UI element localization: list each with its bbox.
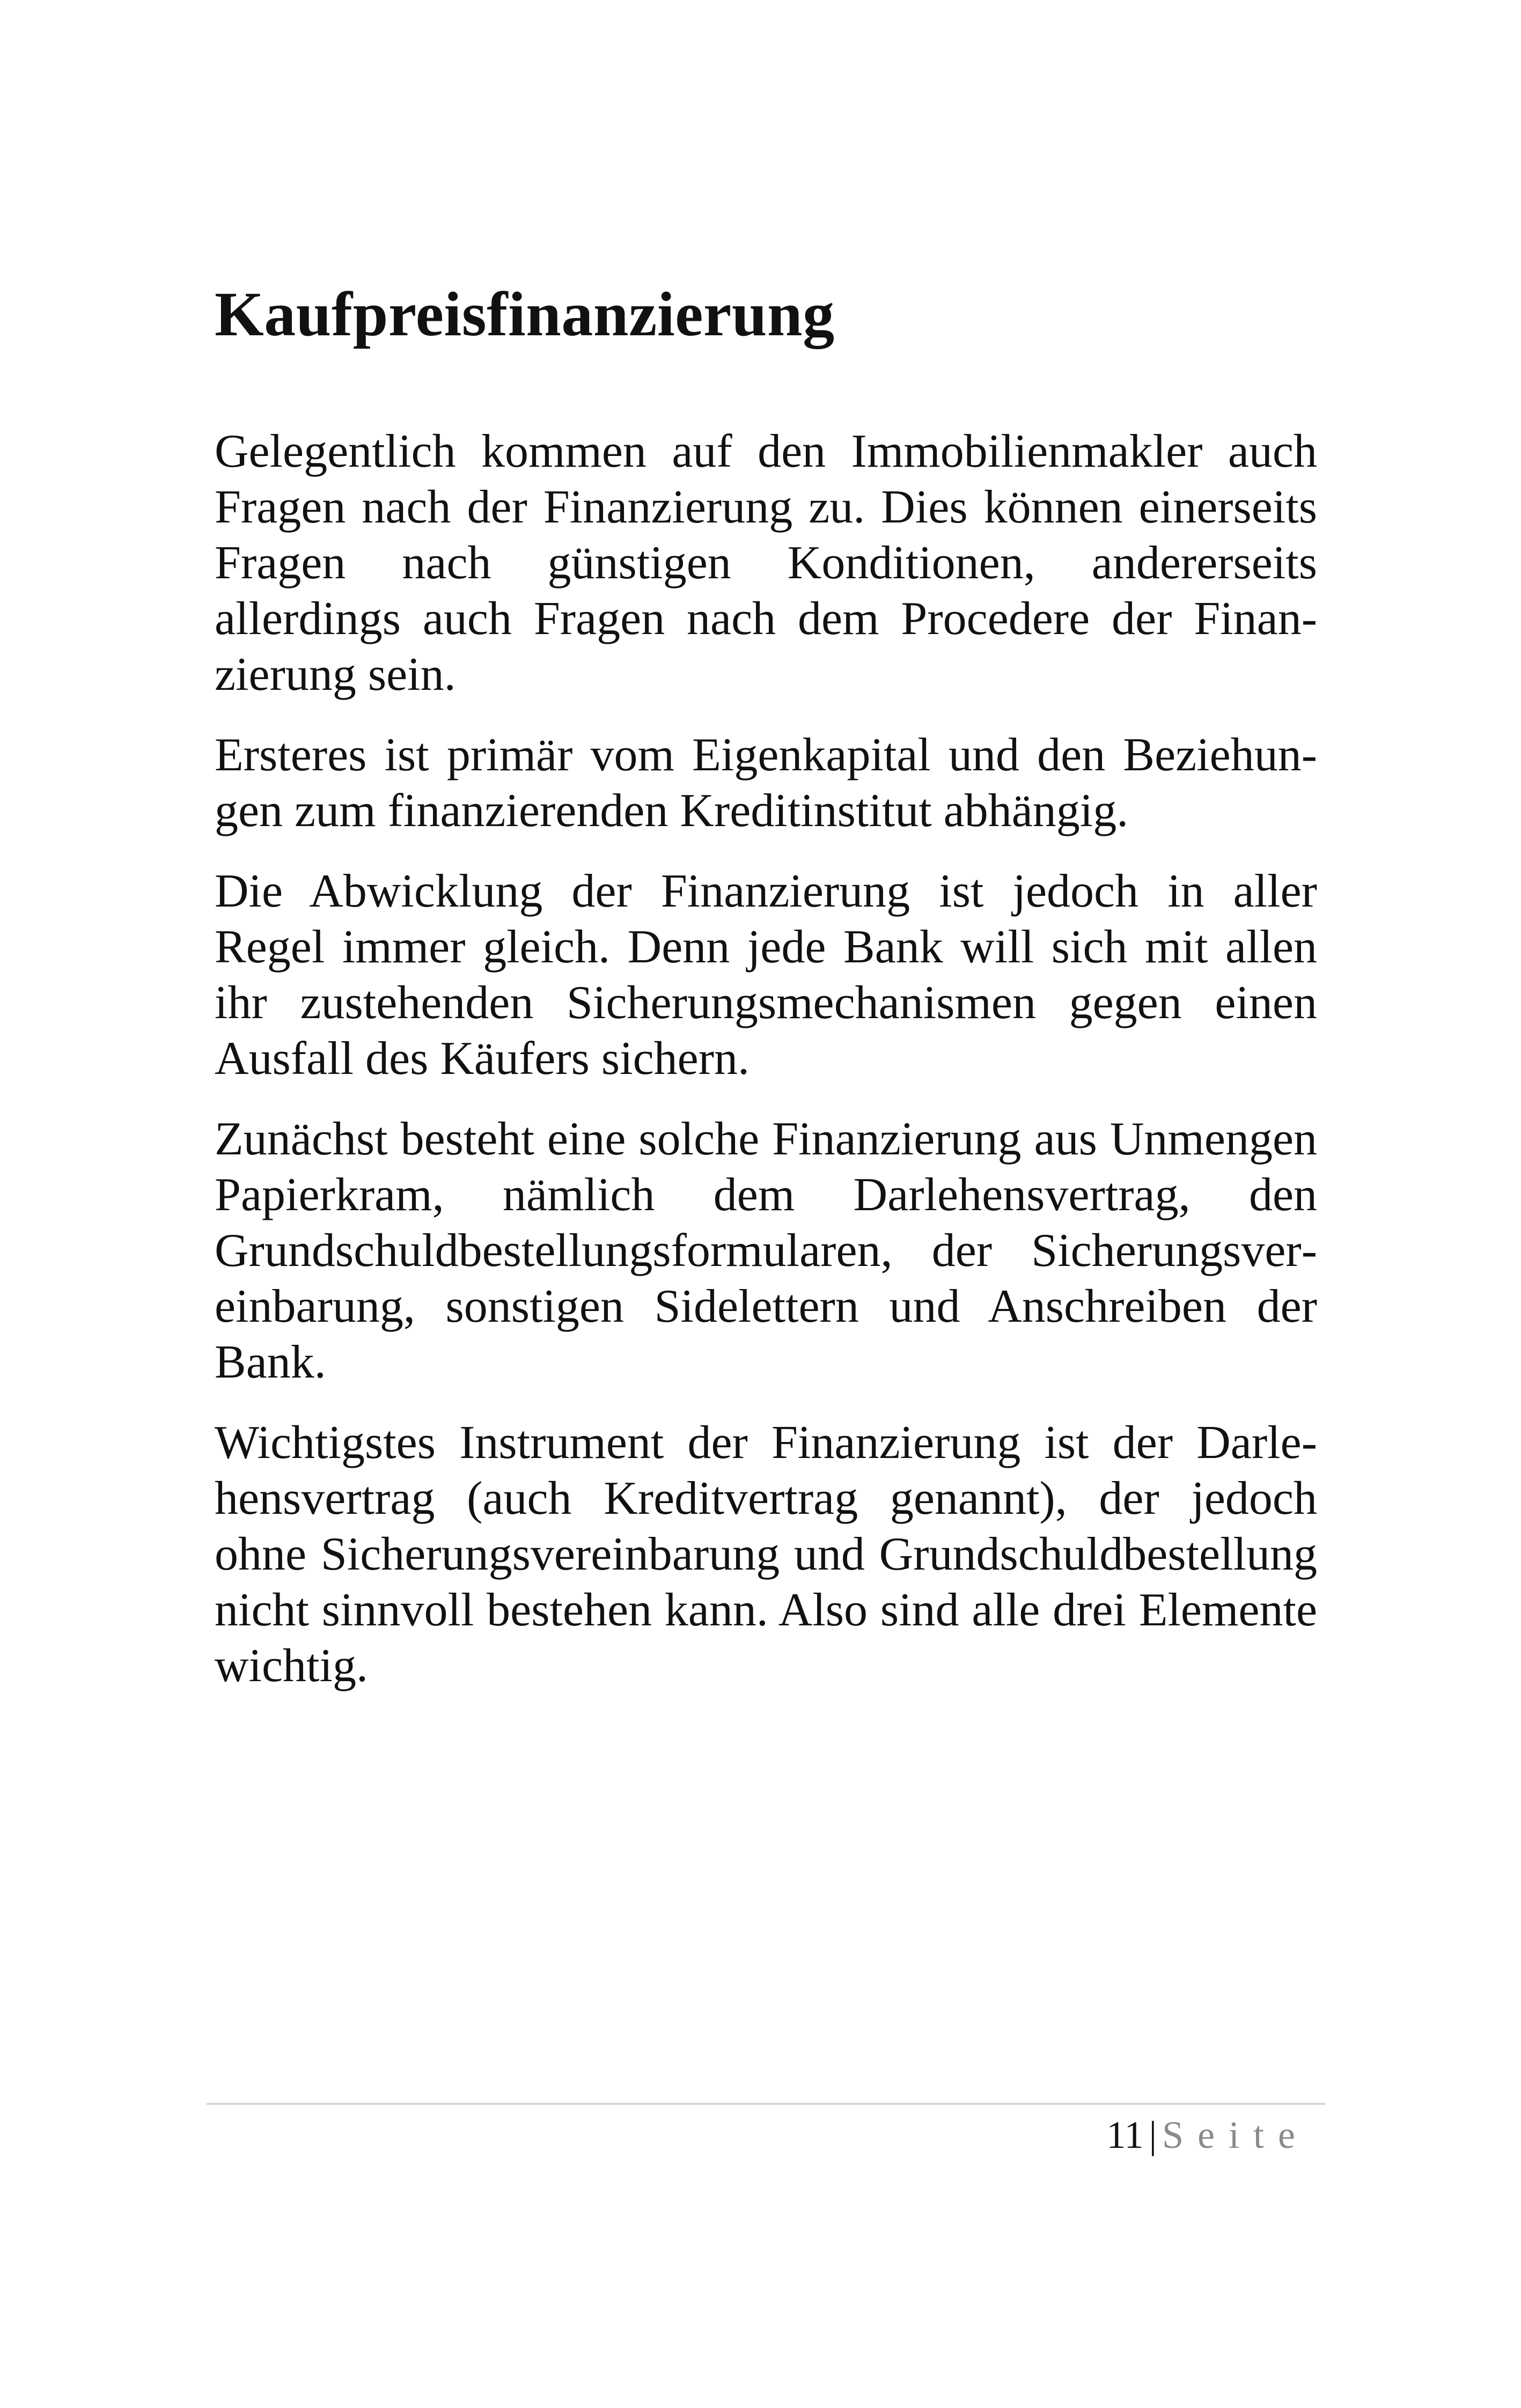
paragraph-2: Ersteres ist primär vom Eigenkapital und den Beziehungen zum finanzierenden Kreditinstitut abhängig. bbox=[215, 729, 1317, 837]
page-title: Kaufpreisfinanzierung bbox=[215, 279, 835, 349]
paragraph-1: Gelegentlich kommen auf den Immobilienmakler auch Fragen nach der Finanzierung zu. Dies können einerseits Fragen nach günstigen Konditionen, andererseits allerdings auch Fragen nach dem Procedere der Finanzierung sein. bbox=[215, 425, 1317, 701]
paragraph-4: Zunächst besteht eine solche Finanzierung aus Unmengen Papierkram, nämlich dem Darlehensvertrag, den Grundschuldbestellungsformularen, der Sicherungsvereinbarung, sonstigen Sidelettern und Anschreiben der Bank. bbox=[215, 1113, 1317, 1388]
footer-divider bbox=[207, 2103, 1325, 2105]
page-footer bbox=[1106, 2111, 1309, 2159]
paragraph-5: Wichtigstes Instrument der Finanzierung ist der Darlehensvertrag (auch Kreditvertrag genannt), der jedoch ohne Sicherungsvereinbarung und Grundschuldbestellung nicht sinnvoll bestehen kann. Also sind alle drei Elemente wichtig. bbox=[215, 1417, 1317, 1692]
page-label: Seite bbox=[1162, 2114, 1309, 2156]
page-number: 11 bbox=[1106, 2114, 1144, 2156]
body-text bbox=[215, 424, 1317, 1719]
footer-separator: | bbox=[1149, 2114, 1157, 2156]
paragraph-3: Die Abwicklung der Finanzierung ist jedoch in aller Regel immer gleich. Denn jede Bank will sich mit allen ihr zustehenden Sicherungsmechanismen gegen einen Ausfall des Käufers sichern. bbox=[215, 865, 1317, 1085]
